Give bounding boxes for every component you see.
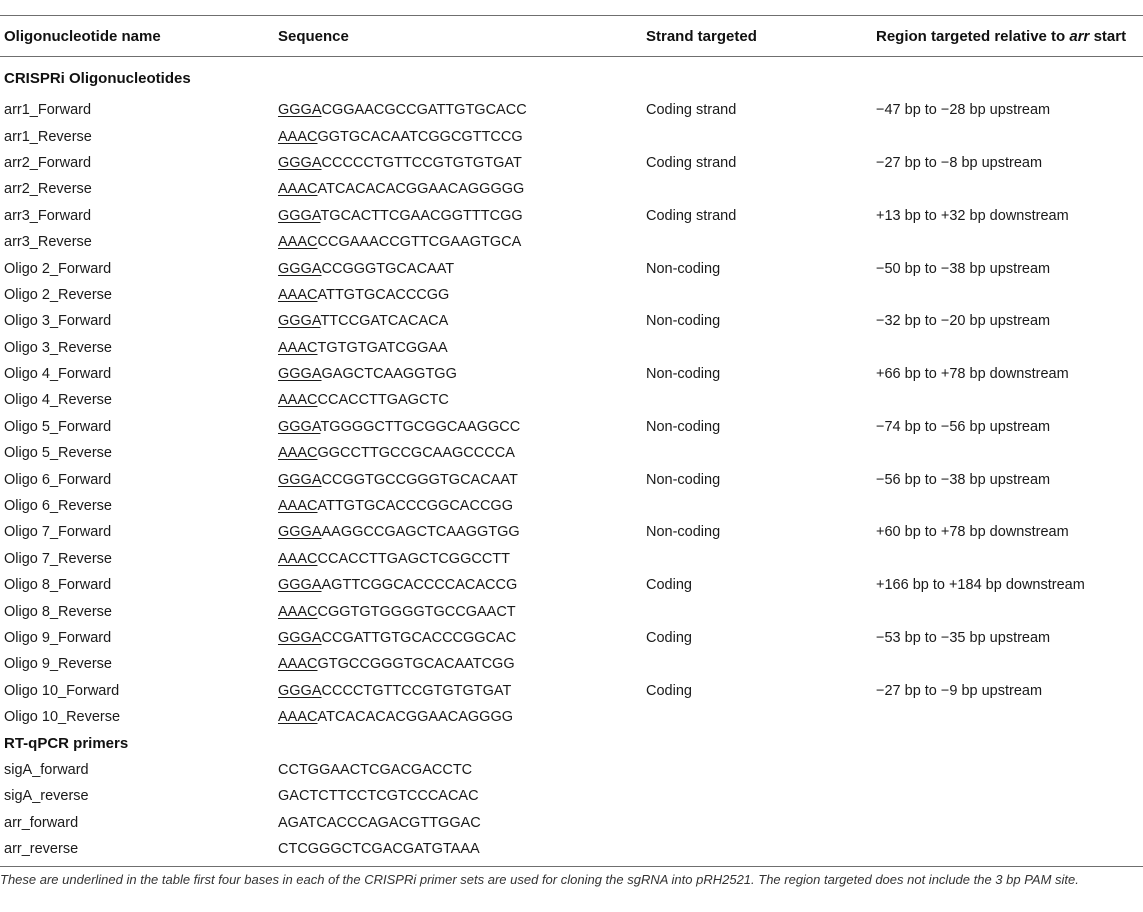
sequence-body: CCGAAACCGTTCGAAGTGCA: [317, 234, 522, 251]
sequence-cell: [278, 519, 646, 545]
sequence-cell: [278, 625, 646, 651]
strand-cell: Coding strand: [646, 154, 737, 171]
sequence-cloning-prefix: AAAC: [278, 550, 318, 567]
sequence-cloning-prefix: GGGA: [278, 630, 322, 646]
sequence-cloning-prefix: GGGA: [278, 682, 322, 699]
sequence-cell: [278, 361, 646, 387]
region-cell: [876, 387, 1143, 413]
sequence-cloning-prefix: AAAC: [278, 392, 318, 409]
table-row: [0, 519, 1143, 545]
region-cell: [876, 651, 1143, 677]
sequence-body: GGCCTTGCCGCAAGCCCCA: [317, 445, 515, 462]
sequence-cell: [278, 203, 646, 229]
strand-cell: [646, 598, 876, 624]
oligo-name-cell: Oligo 7_Forward: [4, 524, 112, 541]
region-cell: [876, 810, 1143, 836]
oligo-name-cell: arr3_Reverse: [4, 234, 92, 251]
sequence-cell: [278, 704, 646, 730]
table-row: [0, 651, 1143, 677]
region-cell: −56 bp to −38 bp upstream: [876, 471, 1051, 488]
region-cell: +166 bp to +184 bp downstream: [876, 577, 1085, 594]
oligo-name-cell: Oligo 2_Reverse: [4, 286, 112, 303]
sequence-body: ATCACACACGGAACAGGGG: [317, 709, 514, 726]
table-row: [0, 255, 1143, 281]
table-row: [0, 361, 1143, 387]
sequence-body: TGGGGCTTGCGGCAAGGCC: [320, 418, 521, 435]
sequence-cloning-prefix: AAAC: [278, 498, 318, 515]
table-row: [0, 203, 1143, 229]
sequence-cell: [278, 440, 646, 466]
region-cell: [876, 335, 1143, 361]
sequence-cell: [278, 150, 646, 176]
region-cell: [876, 229, 1143, 255]
sequence-body: AGTTCGGCACCCCACACCG: [321, 577, 518, 594]
sequence-cloning-prefix: AAAC: [278, 445, 318, 462]
sequence-cell: [278, 176, 646, 202]
sequence-cloning-prefix: AAAC: [278, 234, 318, 251]
sequence-body: GAGCTCAAGGTGG: [321, 366, 457, 383]
oligo-name-cell: Oligo 3_Reverse: [4, 339, 112, 356]
sequence-cell: [278, 651, 646, 677]
strand-cell: [646, 810, 876, 836]
sequence-cloning-prefix: AAAC: [278, 656, 318, 673]
oligo-name-cell: Oligo 9_Forward: [4, 630, 112, 646]
strand-cell: [646, 335, 876, 361]
oligo-name-cell: Oligo 5_Forward: [4, 418, 112, 435]
header-region-gene: arr: [1069, 28, 1090, 45]
oligo-name-cell: Oligo 10_Reverse: [4, 709, 121, 726]
sequence-cell: [278, 836, 646, 862]
oligo-name-cell: arr_forward: [4, 814, 79, 831]
strand-cell: [646, 440, 876, 466]
table-top-rule: [0, 15, 1143, 16]
sequence-body: CCGATTGTGCACCCGGCAC: [321, 630, 517, 646]
oligo-name-cell: sigA_reverse: [4, 788, 89, 805]
sequence-cloning-prefix: GGGA: [278, 154, 322, 171]
oligo-name-cell: Oligo 5_Reverse: [4, 445, 112, 462]
sequence-cloning-prefix: GGGA: [278, 524, 322, 541]
sequence-body: CCACCTTGAGCTC: [317, 392, 449, 409]
strand-cell: [646, 282, 876, 308]
sequence-cell: [278, 123, 646, 149]
oligo-name-cell: arr2_Forward: [4, 154, 92, 171]
region-cell: −50 bp to −38 bp upstream: [876, 260, 1051, 277]
section-header-row: [0, 730, 1143, 756]
sequence-cloning-prefix: GGGA: [278, 577, 322, 594]
oligo-name-cell: Oligo 2_Forward: [4, 260, 112, 277]
strand-cell: Non-coding: [646, 418, 721, 435]
sequence-body: CCCCTGTTCCGTGTGTGAT: [321, 682, 512, 699]
oligo-name-cell: Oligo 7_Reverse: [4, 550, 112, 567]
region-cell: −32 bp to −20 bp upstream: [876, 313, 1051, 330]
table-row: [0, 466, 1143, 492]
table-row: [0, 414, 1143, 440]
sequence-body: AGATCACCCAGACGTTGGAC: [278, 814, 481, 831]
sequence-body: ATTGTGCACCCGGCACCGG: [317, 498, 513, 515]
oligo-name-cell: Oligo 4_Reverse: [4, 392, 112, 409]
sequence-body: ATTGTGCACCCGG: [317, 286, 450, 303]
sequence-body: CCGGGTGCACAAT: [321, 260, 455, 277]
section-title: CRISPRi Oligonucleotides: [4, 70, 191, 87]
strand-cell: Non-coding: [646, 260, 721, 277]
strand-cell: [646, 546, 876, 572]
region-cell: −27 bp to −9 bp upstream: [876, 682, 1043, 699]
sequence-cloning-prefix: GGGA: [278, 102, 322, 119]
table-row: [0, 810, 1143, 836]
sequence-cloning-prefix: GGGA: [278, 207, 321, 224]
sequence-cloning-prefix: AAAC: [278, 181, 318, 198]
sequence-cell: [278, 598, 646, 624]
sequence-body: CGGAACGCCGATTGTGCACC: [321, 102, 527, 119]
region-cell: [876, 546, 1143, 572]
sequence-cell: [278, 387, 646, 413]
table-row: [0, 123, 1143, 149]
sequence-body: GTGCCGGGTGCACAATCGG: [317, 656, 515, 673]
region-cell: −47 bp to −28 bp upstream: [876, 102, 1051, 119]
region-cell: [876, 783, 1143, 809]
sequence-cloning-prefix: AAAC: [278, 709, 318, 726]
sequence-body: TTCCGATCACACA: [320, 313, 449, 330]
sequence-cloning-prefix: AAAC: [278, 128, 318, 145]
strand-cell: [646, 387, 876, 413]
sequence-body: CCTGGAACTCGACGACCTC: [278, 761, 473, 778]
sequence-body: CTCGGGCTCGACGATGTAAA: [278, 841, 480, 858]
table-row: [0, 493, 1143, 519]
strand-cell: Non-coding: [646, 366, 721, 383]
region-cell: [876, 704, 1143, 730]
table-row: [0, 440, 1143, 466]
strand-cell: Coding strand: [646, 102, 737, 119]
header-region-prefix: Region targeted relative to: [876, 28, 1070, 45]
sequence-body: CCACCTTGAGCTCGGCCTT: [317, 550, 511, 567]
sequence-body: CCGGTGCCGGGTGCACAAT: [321, 471, 518, 488]
table-row: [0, 282, 1143, 308]
oligo-name-cell: sigA_forward: [4, 761, 89, 778]
strand-cell: [646, 704, 876, 730]
header-oligonucleotide-name: Oligonucleotide name: [4, 28, 161, 45]
oligo-name-cell: arr3_Forward: [4, 207, 92, 224]
table-row: [0, 387, 1143, 413]
header-strand-targeted: Strand targeted: [646, 28, 757, 45]
oligonucleotide-table: [0, 17, 1143, 862]
strand-cell: Coding: [646, 577, 692, 594]
sequence-body: AAGGCCGAGCTCAAGGTGG: [321, 524, 520, 541]
table-row: [0, 757, 1143, 783]
table-row: [0, 678, 1143, 704]
table-row: [0, 625, 1143, 651]
table-row: [0, 836, 1143, 862]
sequence-cell: [278, 783, 646, 809]
sequence-cloning-prefix: GGGA: [278, 260, 322, 277]
strand-cell: Coding: [646, 682, 692, 699]
sequence-body: TGCACTTCGAACGGTTTCGG: [320, 207, 523, 224]
strand-cell: [646, 176, 876, 202]
sequence-cell: [278, 572, 646, 598]
oligo-name-cell: Oligo 6_Reverse: [4, 498, 112, 515]
strand-cell: [646, 651, 876, 677]
oligo-name-cell: Oligo 8_Forward: [4, 577, 112, 594]
sequence-body: GACTCTTCCTCGTCCCACAC: [278, 788, 479, 805]
sequence-cloning-prefix: AAAC: [278, 339, 318, 356]
table-row: [0, 572, 1143, 598]
region-cell: +13 bp to +32 bp downstream: [876, 207, 1069, 224]
sequence-cloning-prefix: GGGA: [278, 366, 322, 383]
oligo-name-cell: arr_reverse: [4, 841, 79, 858]
table-bottom-rule: [0, 866, 1143, 867]
region-cell: [876, 176, 1143, 202]
oligo-name-cell: Oligo 8_Reverse: [4, 603, 112, 620]
section-title: RT-qPCR primers: [4, 735, 129, 753]
region-cell: [876, 757, 1143, 783]
sequence-cell: [278, 229, 646, 255]
sequence-cell: [278, 546, 646, 572]
table-row: [0, 97, 1143, 123]
region-cell: −27 bp to −8 bp upstream: [876, 154, 1043, 171]
table-row: [0, 335, 1143, 361]
region-cell: +60 bp to +78 bp downstream: [876, 524, 1069, 541]
header-row: [0, 17, 1143, 56]
oligo-name-cell: arr1_Reverse: [4, 128, 92, 145]
header-sequence: Sequence: [278, 28, 349, 45]
sequence-body: CGGTGTGGGGTGCCGAACT: [317, 603, 516, 620]
sequence-cloning-prefix: GGGA: [278, 313, 321, 330]
oligo-name-cell: Oligo 3_Forward: [4, 313, 112, 330]
oligo-name-cell: Oligo 10_Forward: [4, 682, 120, 699]
strand-cell: Non-coding: [646, 313, 721, 330]
table-row: [0, 229, 1143, 255]
strand-cell: [646, 493, 876, 519]
region-cell: [876, 123, 1143, 149]
sequence-cell: [278, 810, 646, 836]
sequence-cloning-prefix: GGGA: [278, 471, 322, 488]
sequence-cell: [278, 335, 646, 361]
sequence-cell: [278, 308, 646, 334]
section-header-row: [0, 56, 1143, 97]
table-header: [0, 17, 1143, 56]
sequence-body: ATCACACACGGAACAGGGGG: [317, 181, 525, 198]
region-cell: [876, 493, 1143, 519]
oligo-name-cell: arr1_Forward: [4, 102, 92, 119]
region-cell: [876, 598, 1143, 624]
strand-cell: [646, 123, 876, 149]
strand-cell: [646, 783, 876, 809]
header-region-targeted: [876, 17, 1143, 56]
strand-cell: Coding strand: [646, 207, 737, 224]
table-row: [0, 598, 1143, 624]
region-cell: [876, 282, 1143, 308]
strand-cell: Coding: [646, 630, 692, 646]
sequence-cloning-prefix: AAAC: [278, 603, 318, 620]
sequence-cell: [278, 414, 646, 440]
strand-cell: [646, 229, 876, 255]
sequence-cell: [278, 255, 646, 281]
header-region-suffix: start: [1089, 28, 1127, 45]
sequence-cloning-prefix: GGGA: [278, 418, 321, 435]
sequence-body: TGTGTGATCGGAA: [317, 339, 448, 356]
strand-cell: Non-coding: [646, 524, 721, 541]
table-footnote: These are underlined in the table first four bases in each of the CRISPRi primer sets are used for cloning the sgRNA into pRH2521. The region targeted does not include the 3 bp PAM site.: [0, 872, 1079, 887]
table-row: [0, 308, 1143, 334]
table-row: [0, 150, 1143, 176]
table-row: [0, 546, 1143, 572]
sequence-cell: [278, 493, 646, 519]
region-cell: −74 bp to −56 bp upstream: [876, 418, 1051, 435]
sequence-cell: [278, 678, 646, 704]
region-cell: [876, 836, 1143, 862]
strand-cell: [646, 836, 876, 862]
sequence-cell: [278, 282, 646, 308]
sequence-body: CCCCCTGTTCCGTGTGTGAT: [321, 154, 522, 171]
sequence-cell: [278, 97, 646, 123]
region-cell: +66 bp to +78 bp downstream: [876, 366, 1069, 383]
sequence-body: GGTGCACAATCGGCGTTCCG: [317, 128, 523, 145]
oligo-name-cell: arr2_Reverse: [4, 181, 92, 198]
oligo-name-cell: Oligo 9_Reverse: [4, 656, 112, 673]
cropped-caption-fragment: [0, 0, 1143, 5]
region-cell: [876, 440, 1143, 466]
table-row: [0, 176, 1143, 202]
sequence-cell: [278, 757, 646, 783]
table-row: [0, 783, 1143, 809]
sequence-cloning-prefix: AAAC: [278, 286, 318, 303]
strand-cell: Non-coding: [646, 471, 721, 488]
table-row: [0, 704, 1143, 730]
region-cell: −53 bp to −35 bp upstream: [876, 630, 1051, 646]
sequence-cell: [278, 466, 646, 492]
oligo-name-cell: Oligo 6_Forward: [4, 471, 112, 488]
oligo-name-cell: Oligo 4_Forward: [4, 366, 112, 383]
strand-cell: [646, 757, 876, 783]
table-body: [0, 56, 1143, 862]
